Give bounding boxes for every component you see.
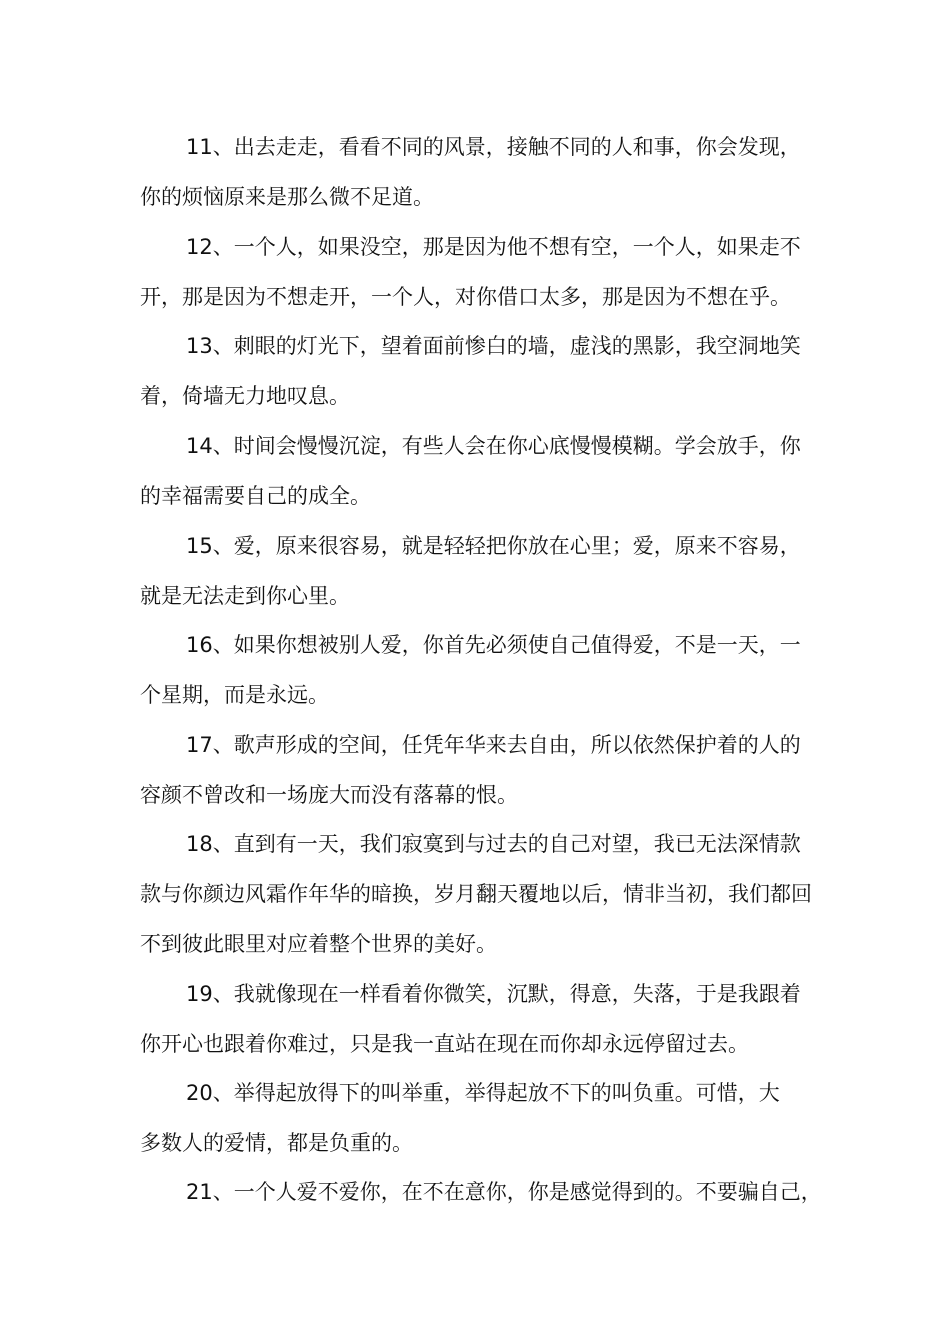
paragraph-11-line-1: 11、出去走走，看看不同的风景，接触不同的人和事，你会发现， — [186, 135, 801, 159]
paragraph-12-line-1: 12、一个人，如果没空，那是因为他不想有空，一个人，如果走不 — [186, 235, 801, 259]
paragraph-18-line-2: 款与你颜边风霜作年华的暗换，岁月翻天覆地以后，情非当初，我们都回 — [140, 882, 812, 906]
paragraph-14-line-2: 的幸福需要自己的成全。 — [140, 484, 371, 508]
paragraph-13-line-1: 13、刺眼的灯光下，望着面前惨白的墙，虚浅的黑影，我空洞地笑 — [186, 334, 801, 358]
paragraph-16-line-1: 16、如果你想被别人爱，你首先必须使自己值得爱，不是一天，一 — [186, 633, 801, 657]
paragraph-14-line-1: 14、时间会慢慢沉淀，有些人会在你心底慢慢模糊。学会放手，你 — [186, 434, 801, 458]
paragraph-12-line-2: 开，那是因为不想走开，一个人，对你借口太多，那是因为不想在乎。 — [140, 285, 791, 309]
paragraph-21-line-1: 21、一个人爱不爱你，在不在意你，你是感觉得到的。不要骗自己， — [186, 1180, 822, 1204]
paragraph-18-line-1: 18、直到有一天，我们寂寞到与过去的自己对望，我已无法深情款 — [186, 832, 801, 856]
paragraph-15-line-1: 15、爱，原来很容易，就是轻轻把你放在心里；爱，原来不容易， — [186, 534, 801, 558]
paragraph-20-line-1: 20、举得起放得下的叫举重，举得起放不下的叫负重。可惜，大 — [186, 1081, 780, 1105]
paragraph-17-line-2: 容颜不曾改和一场庞大而没有落幕的恨。 — [140, 783, 518, 807]
paragraph-19-line-1: 19、我就像现在一样看着你微笑，沉默，得意，失落，于是我跟着 — [186, 982, 801, 1006]
paragraph-17-line-1: 17、歌声形成的空间，任凭年华来去自由，所以依然保护着的人的 — [186, 733, 801, 757]
paragraph-20-line-2: 多数人的爱情，都是负重的。 — [140, 1131, 413, 1155]
paragraph-16-line-2: 个星期，而是永远。 — [140, 683, 329, 707]
paragraph-19-line-2: 你开心也跟着你难过，只是我一直站在现在而你却永远停留过去。 — [140, 1032, 749, 1056]
paragraph-18-line-3: 不到彼此眼里对应着整个世界的美好。 — [140, 932, 497, 956]
paragraph-11-line-2: 你的烦恼原来是那么微不足道。 — [140, 185, 434, 209]
paragraph-15-line-2: 就是无法走到你心里。 — [140, 584, 350, 608]
paragraph-13-line-2: 着，倚墙无力地叹息。 — [140, 384, 350, 408]
